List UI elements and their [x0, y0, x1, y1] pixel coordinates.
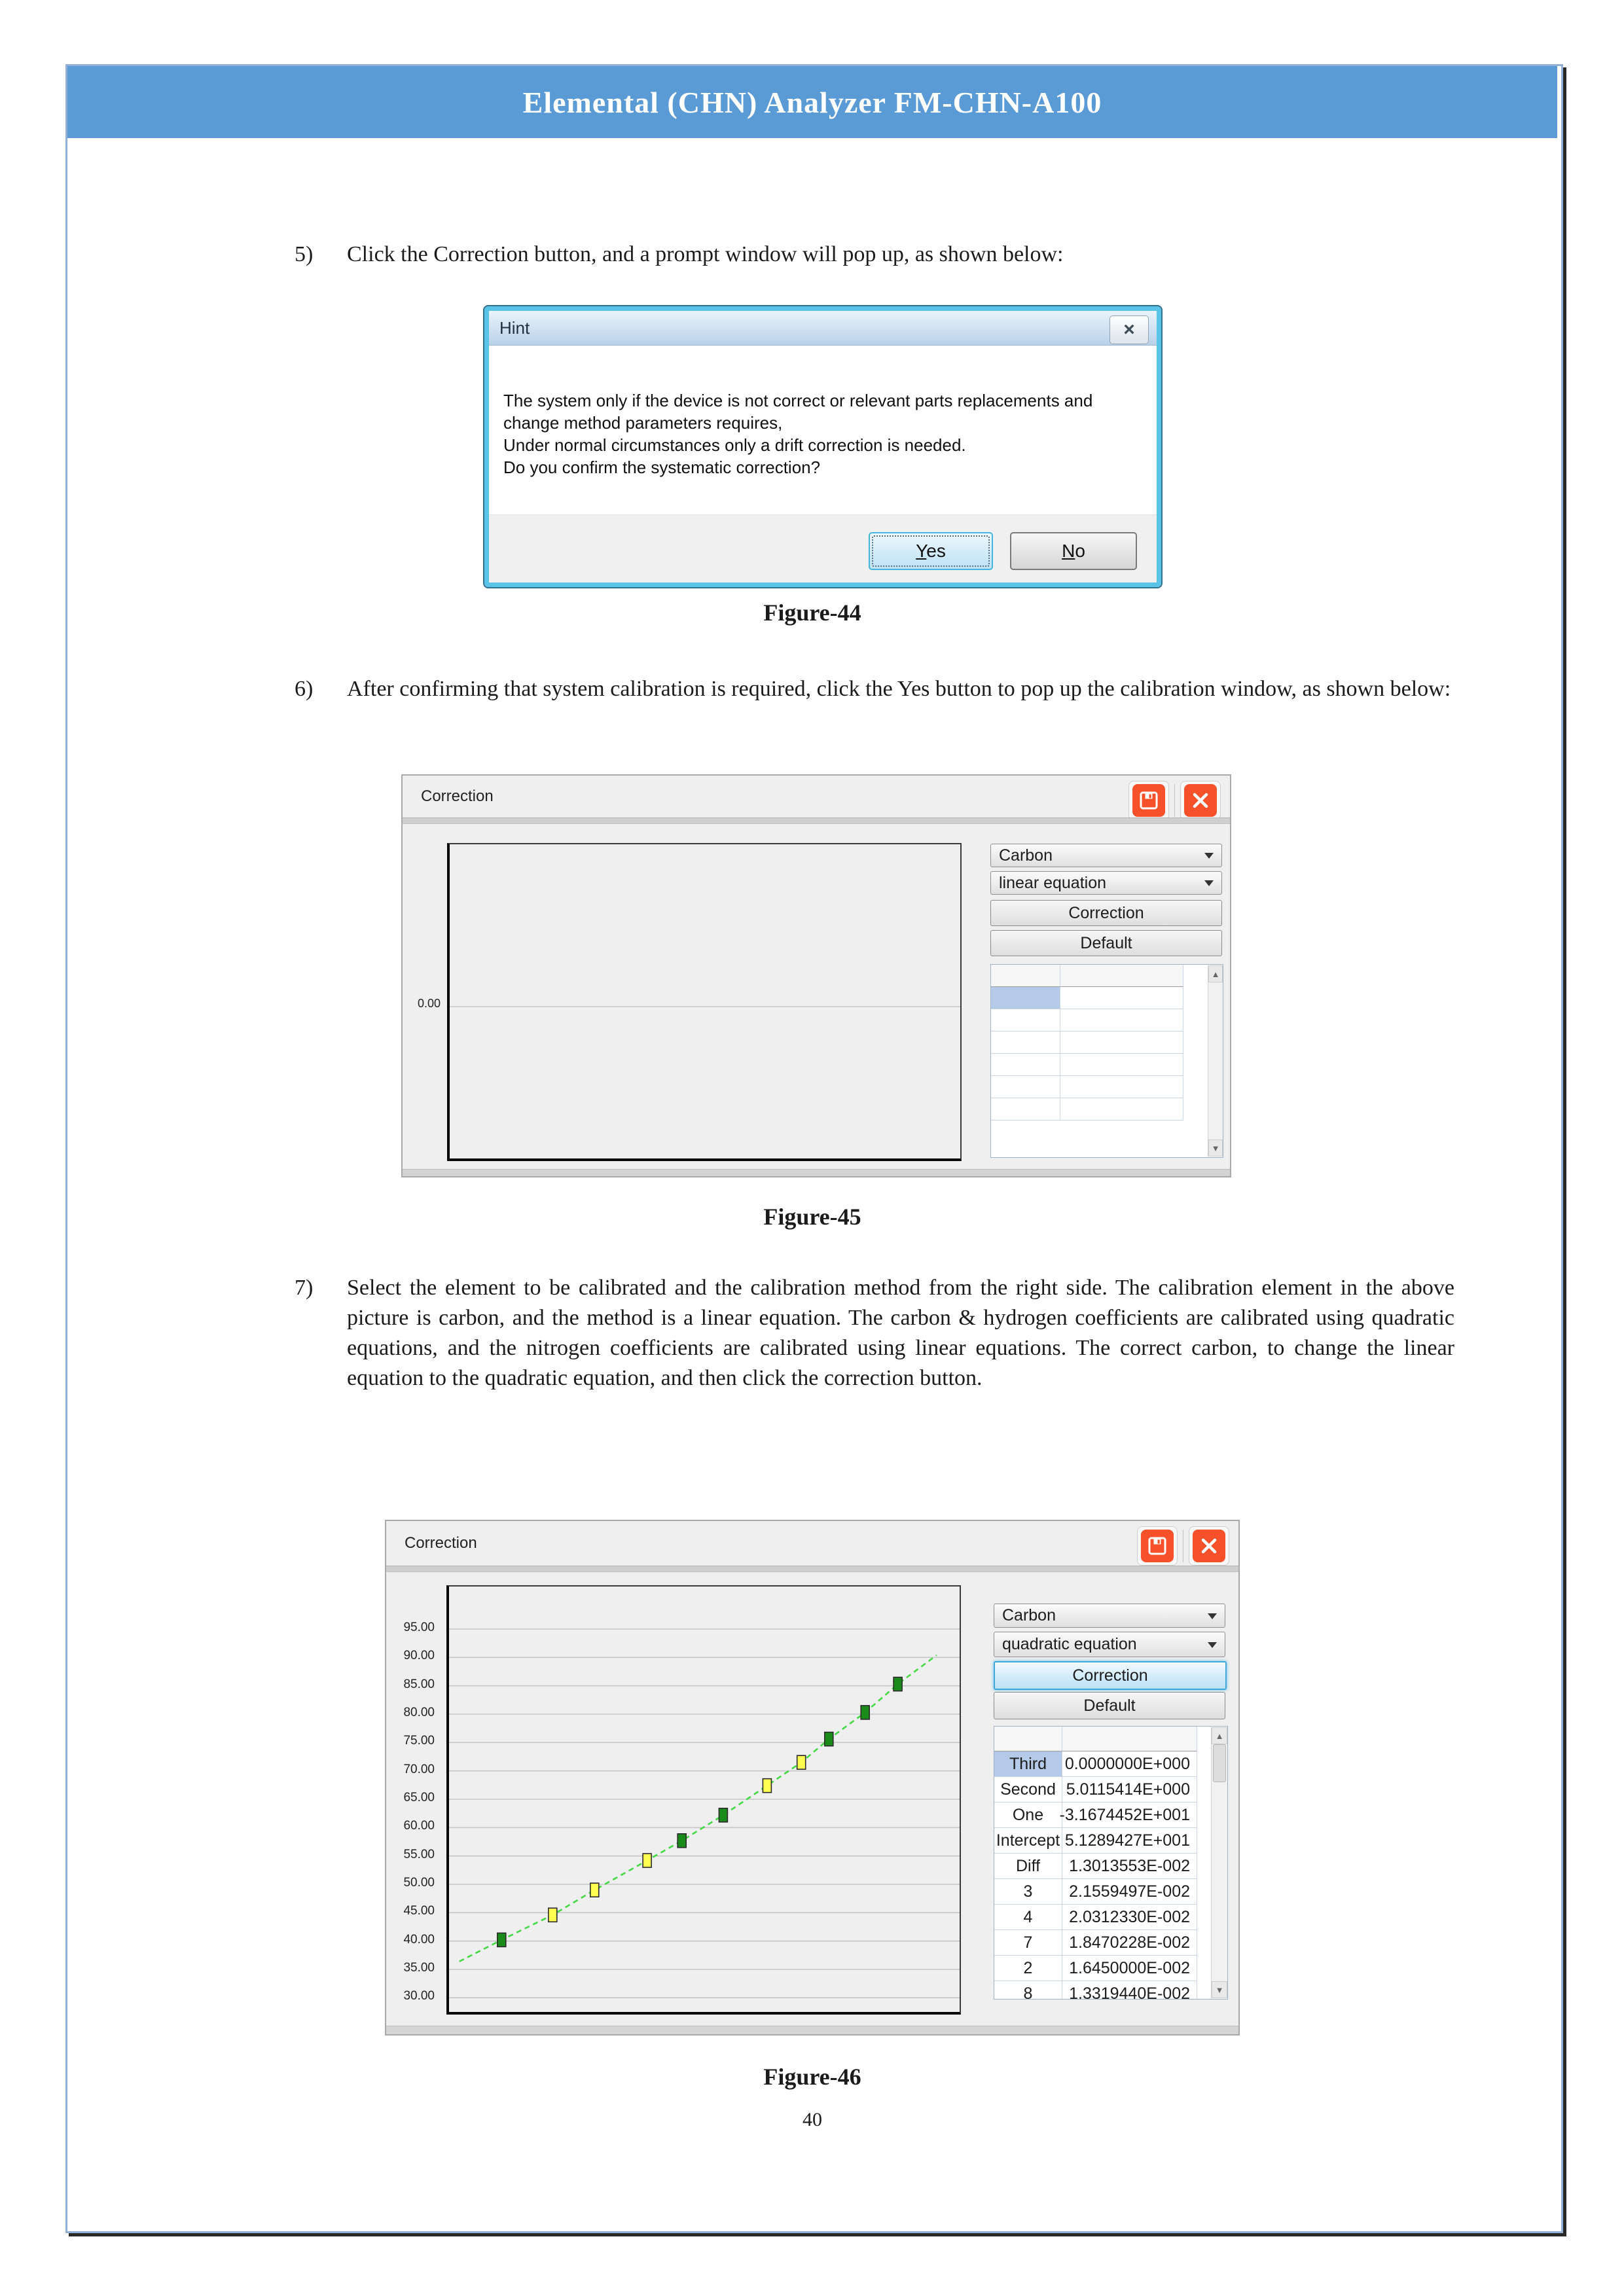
table-cell-value[interactable]: 2.1559497E-002	[1062, 1879, 1197, 1905]
table-cell-label[interactable]: Third	[994, 1751, 1062, 1777]
no-button[interactable]	[1010, 532, 1137, 570]
y-axis-tick-label: 90.00	[403, 1649, 435, 1662]
method-dropdown[interactable]	[990, 871, 1222, 895]
correction-window-linear	[401, 774, 1231, 1177]
window-titlebar[interactable]	[403, 776, 1230, 817]
chevron-down-icon	[1208, 1613, 1217, 1619]
hint-message-line: change method parameters requires,	[503, 413, 783, 433]
correction-button-label: Correction	[1068, 903, 1144, 922]
step-6-text: After confirming that system calibration is required, click the Yes button to pop up the calibration window, as shown below:	[347, 677, 1451, 701]
window-bottom-strip	[403, 1169, 1230, 1176]
y-axis-tick-label: 35.00	[403, 1961, 435, 1975]
table-cell-value[interactable]: 1.3319440E-002	[1062, 1981, 1197, 2000]
correction-button-label: Correction	[1072, 1666, 1148, 1685]
table-cell-value[interactable]	[1060, 987, 1183, 1009]
data-point-marker[interactable]	[763, 1779, 771, 1793]
table-row[interactable]	[991, 987, 1223, 1009]
step-5-text: Click the Correction button, and a prompt window will pop up, as shown below:	[347, 242, 1064, 266]
chevron-down-icon	[1204, 880, 1214, 886]
table-cell-label[interactable]	[991, 987, 1060, 1009]
table-cell-label[interactable]: 8	[994, 1981, 1062, 2000]
element-dropdown[interactable]	[994, 1604, 1225, 1628]
y-axis-tick-label: 95.00	[403, 1621, 435, 1634]
data-point-marker[interactable]	[893, 1677, 902, 1691]
table-cell-label[interactable]: 7	[994, 1930, 1062, 1956]
hint-dialog-footer	[489, 514, 1157, 583]
step-5-number: 5)	[295, 242, 314, 266]
table-cell-label[interactable]	[991, 1009, 1060, 1031]
step-7-text: Select the element to be calibrated and the calibration method from the right side. The calibration element in the above picture is carbon, and the method is a linear equation. The carbon & hydrogen coefficients are calibrated using quadratic equations, and the nitrogen coefficients are calibrated using linear equations. The correct carbon, to change the linear equation to the quadratic equation, and then click the correction button.	[347, 1276, 1454, 1390]
focus-ring	[872, 535, 990, 567]
table-row[interactable]	[994, 1930, 1227, 1956]
element-dropdown[interactable]	[990, 844, 1222, 867]
default-button-label: Default	[1080, 933, 1132, 952]
table-cell-value[interactable]: 5.1289427E+001	[1062, 1828, 1197, 1854]
window-titlebar[interactable]	[386, 1521, 1238, 1566]
method-dropdown-value: linear equation	[999, 873, 1107, 892]
table-row[interactable]	[994, 1854, 1227, 1879]
default-button-label: Default	[1083, 1696, 1136, 1715]
table-header-row	[991, 965, 1223, 987]
save-icon	[1141, 1530, 1174, 1562]
table-cell-value[interactable]: 2.0312330E-002	[1062, 1905, 1197, 1930]
scroll-down-icon[interactable]: ▼	[1212, 1981, 1227, 1998]
table-cell-label[interactable]	[991, 1054, 1060, 1076]
table-header-cell	[1062, 1727, 1197, 1751]
table-header-row	[994, 1727, 1227, 1751]
coefficient-table	[994, 1726, 1228, 2000]
figure-44-caption: Figure-44	[763, 600, 861, 626]
table-cell-value[interactable]	[1060, 1098, 1183, 1121]
table-cell-label[interactable]	[991, 1031, 1060, 1054]
y-axis-zero-label: 0.00	[417, 997, 441, 1010]
table-cell-value[interactable]: 1.6450000E-002	[1062, 1956, 1197, 1981]
data-point-marker[interactable]	[797, 1755, 806, 1769]
save-button[interactable]	[1137, 1526, 1178, 1566]
data-point-marker[interactable]	[590, 1883, 599, 1897]
close-icon: ×	[1123, 319, 1135, 340]
data-point-marker[interactable]	[861, 1706, 869, 1719]
hint-dialog-titlebar[interactable]	[489, 311, 1157, 346]
chevron-down-icon	[1208, 1642, 1217, 1648]
table-cell-value[interactable]	[1060, 1031, 1183, 1054]
yes-button-label: Yes	[916, 541, 946, 561]
correction-button[interactable]	[990, 900, 1222, 926]
y-axis-tick-label: 60.00	[403, 1819, 435, 1833]
save-button[interactable]	[1128, 781, 1169, 820]
table-cell-value[interactable]: 1.3013553E-002	[1062, 1854, 1197, 1879]
scrollbar[interactable]	[1208, 965, 1223, 1157]
step-5	[295, 240, 1454, 270]
y-axis-tick-label: 50.00	[403, 1876, 435, 1890]
page-title: Elemental (CHN) Analyzer FM-CHN-A100	[522, 85, 1102, 119]
figure-45-caption: Figure-45	[763, 1204, 861, 1230]
hint-dialog-title: Hint	[499, 318, 530, 338]
data-point-marker[interactable]	[643, 1854, 651, 1867]
y-axis-tick-label: 75.00	[403, 1734, 435, 1748]
y-axis-tick-label: 65.00	[403, 1791, 435, 1804]
data-point-marker[interactable]	[719, 1808, 727, 1822]
chevron-down-icon	[1204, 853, 1214, 859]
step-6	[295, 674, 1454, 704]
default-button[interactable]	[994, 1692, 1225, 1719]
table-row[interactable]	[994, 1981, 1227, 2000]
data-point-marker[interactable]	[549, 1908, 557, 1922]
y-axis-tick-label: 55.00	[403, 1848, 435, 1861]
step-7	[295, 1273, 1454, 1393]
hint-dialog	[484, 306, 1161, 587]
window-buttons	[1128, 781, 1221, 820]
save-icon	[1132, 784, 1165, 817]
hint-message-line: The system only if the device is not correct or relevant parts replacements and	[503, 391, 1093, 410]
table-cell-label[interactable]: Second	[994, 1777, 1062, 1803]
hint-message-line: Do you confirm the systematic correction?	[503, 457, 821, 477]
default-button[interactable]	[990, 930, 1222, 956]
scroll-up-icon[interactable]: ▲	[1208, 965, 1223, 982]
table-row[interactable]	[991, 1054, 1223, 1076]
window-bottom-strip	[386, 2026, 1238, 2034]
window-buttons	[1137, 1526, 1229, 1566]
calibration-chart	[449, 1587, 960, 2012]
y-axis-tick-label: 70.00	[403, 1763, 435, 1776]
table-cell-label[interactable]: Diff	[994, 1854, 1062, 1879]
no-button-label: No	[1062, 541, 1085, 561]
close-button[interactable]	[1180, 781, 1221, 820]
table-row[interactable]	[991, 1031, 1223, 1054]
table-cell-value[interactable]: 5.0115414E+000	[1062, 1777, 1197, 1803]
table-grid	[994, 1727, 1227, 2000]
table-cell-value[interactable]	[1060, 1054, 1183, 1076]
step-7-number: 7)	[295, 1276, 314, 1300]
data-point-marker[interactable]	[677, 1834, 686, 1848]
table-cell-value[interactable]	[1060, 1076, 1183, 1098]
method-dropdown-value: quadratic equation	[1002, 1635, 1137, 1653]
table-cell-label[interactable]	[991, 1076, 1060, 1098]
fit-line	[460, 1655, 937, 1962]
y-axis-tick-label: 80.00	[403, 1706, 435, 1719]
method-dropdown[interactable]	[994, 1632, 1225, 1657]
close-icon	[1193, 1530, 1225, 1562]
table-header-cell	[991, 965, 1060, 987]
y-axis-tick-label: 85.00	[403, 1677, 435, 1691]
table-cell-label[interactable]: 2	[994, 1956, 1062, 1981]
table-row[interactable]	[994, 1956, 1227, 1981]
close-icon	[1184, 784, 1217, 817]
table-row[interactable]	[994, 1879, 1227, 1905]
y-axis-tick-label: 40.00	[403, 1933, 435, 1946]
table-row[interactable]	[994, 1905, 1227, 1930]
table-cell-label[interactable]	[991, 1098, 1060, 1121]
coefficient-table-empty	[990, 964, 1223, 1158]
data-point-marker[interactable]	[825, 1732, 833, 1746]
table-cell-value[interactable]: 0.0000000E+000	[1062, 1751, 1197, 1777]
close-button[interactable]	[1189, 1526, 1229, 1566]
hint-message-line: Under normal circumstances only a drift correction is needed.	[503, 435, 966, 455]
element-dropdown-value: Carbon	[999, 846, 1053, 865]
y-axis-labels	[386, 1585, 441, 2011]
data-point-marker[interactable]	[497, 1933, 506, 1946]
page-number: 40	[803, 2109, 822, 2130]
scroll-up-icon[interactable]: ▲	[1212, 1727, 1227, 1744]
correction-button[interactable]	[994, 1661, 1227, 1690]
table-cell-label[interactable]: Intercept	[994, 1828, 1062, 1854]
scrollbar-thumb[interactable]	[1213, 1744, 1226, 1782]
zero-gridline	[450, 1006, 960, 1007]
table-row[interactable]	[991, 1098, 1223, 1121]
element-dropdown-value: Carbon	[1002, 1606, 1056, 1624]
table-grid	[991, 965, 1223, 1121]
step-6-number: 6)	[295, 677, 314, 701]
table-cell-value[interactable]: 1.8470228E-002	[1062, 1930, 1197, 1956]
table-row[interactable]	[991, 1076, 1223, 1098]
scroll-down-icon[interactable]: ▼	[1208, 1139, 1223, 1157]
titlebar-separator	[403, 817, 1230, 824]
window-title: Correction	[405, 1534, 477, 1552]
table-header-cell	[1060, 965, 1183, 987]
scrollbar[interactable]	[1211, 1727, 1227, 1998]
table-cell-label[interactable]: 3	[994, 1879, 1062, 1905]
button-divider	[1174, 784, 1175, 817]
calibration-plot-empty	[447, 843, 962, 1161]
y-axis-tick-label: 45.00	[403, 1904, 435, 1918]
table-cell-value[interactable]: -3.1674452E+001	[1062, 1803, 1197, 1828]
titlebar-separator	[386, 1566, 1238, 1572]
correction-window-quadratic	[385, 1520, 1240, 2036]
figure-46-caption: Figure-46	[763, 2064, 861, 2090]
close-button[interactable]	[1110, 315, 1149, 344]
table-row[interactable]	[994, 1803, 1227, 1828]
calibration-plot	[446, 1585, 961, 2015]
table-cell-value[interactable]	[1060, 1009, 1183, 1031]
page-header	[67, 66, 1557, 138]
table-header-cell	[994, 1727, 1062, 1751]
table-row[interactable]	[994, 1777, 1227, 1803]
y-axis-tick-label: 30.00	[403, 1989, 435, 2003]
table-cell-label[interactable]: 4	[994, 1905, 1062, 1930]
table-row[interactable]	[994, 1828, 1227, 1854]
table-row[interactable]	[994, 1751, 1227, 1777]
table-row[interactable]	[991, 1009, 1223, 1031]
window-title: Correction	[421, 787, 494, 805]
table-cell-label[interactable]: One	[994, 1803, 1062, 1828]
hint-dialog-message	[503, 389, 1144, 478]
yes-button[interactable]	[869, 532, 993, 570]
